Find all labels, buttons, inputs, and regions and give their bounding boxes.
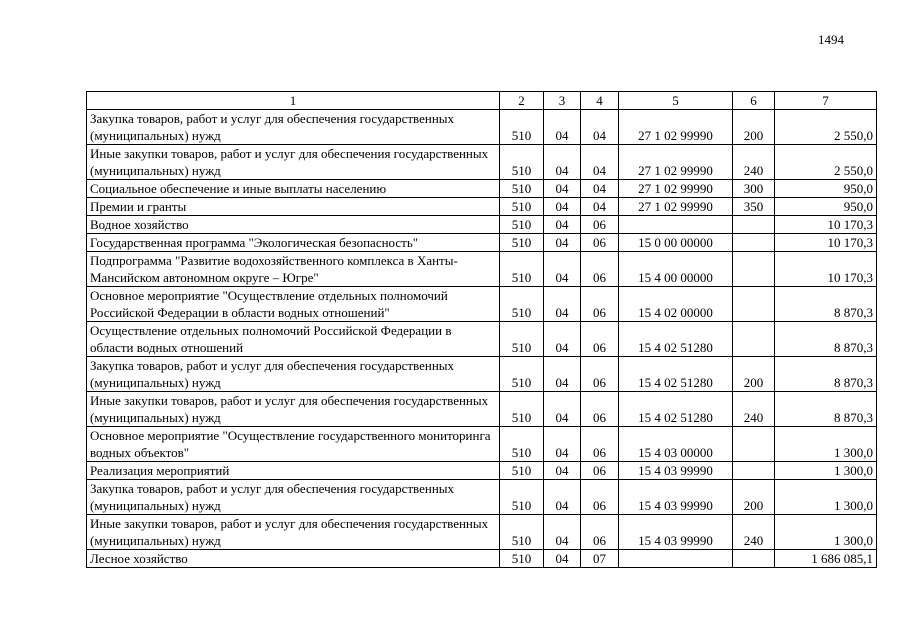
- row-col6-cell: [733, 287, 775, 322]
- row-col7-cell: 8 870,3: [775, 287, 877, 322]
- table-body: [87, 110, 877, 568]
- table-row: [87, 252, 877, 287]
- row-col7-cell: 10 170,3: [775, 234, 877, 252]
- row-col6-cell: [733, 427, 775, 462]
- row-col6-cell: [733, 550, 775, 568]
- row-col5-cell: 27 1 02 99990: [619, 180, 733, 198]
- table-row: [87, 550, 877, 568]
- row-col2-cell: 510: [500, 216, 544, 234]
- table-row: [87, 287, 877, 322]
- row-col7-cell: 1 300,0: [775, 515, 877, 550]
- row-col6-cell: [733, 252, 775, 287]
- row-col7-cell: 10 170,3: [775, 252, 877, 287]
- row-col2-cell: 510: [500, 180, 544, 198]
- row-col4-cell: 06: [581, 480, 619, 515]
- row-col6-cell: [733, 322, 775, 357]
- row-col2-cell: 510: [500, 234, 544, 252]
- row-col5-cell: 15 4 02 51280: [619, 392, 733, 427]
- header-cell-7: 7: [775, 92, 877, 110]
- page-number: 1494: [818, 32, 844, 47]
- table-row: [87, 216, 877, 234]
- budget-table: [86, 91, 877, 568]
- table-row: [87, 322, 877, 357]
- row-col3-cell: 04: [544, 110, 581, 145]
- table-row: [87, 180, 877, 198]
- row-col6-cell: 300: [733, 180, 775, 198]
- row-col4-cell: 06: [581, 392, 619, 427]
- row-col4-cell: 06: [581, 234, 619, 252]
- row-name-cell: Осуществление отдельных полномочий Российской Федерации в области водных отношений: [87, 322, 500, 357]
- row-col4-cell: 04: [581, 180, 619, 198]
- row-col7-cell: 8 870,3: [775, 322, 877, 357]
- row-name-cell: Основное мероприятие "Осуществление отдельных полномочий Российской Федерации в области водных отношений": [87, 287, 500, 322]
- row-col3-cell: 04: [544, 252, 581, 287]
- row-col3-cell: 04: [544, 480, 581, 515]
- row-col4-cell: 06: [581, 427, 619, 462]
- row-col2-cell: 510: [500, 515, 544, 550]
- row-name-cell: Премии и гранты: [87, 198, 500, 216]
- table-row: [87, 462, 877, 480]
- row-col6-cell: 350: [733, 198, 775, 216]
- row-col7-cell: 950,0: [775, 180, 877, 198]
- header-cell-6: 6: [733, 92, 775, 110]
- row-name-cell: Реализация мероприятий: [87, 462, 500, 480]
- row-col2-cell: 510: [500, 110, 544, 145]
- row-name-cell: Подпрограмма "Развитие водохозяйственного комплекса в Ханты-Мансийском автономном округе – Югре": [87, 252, 500, 287]
- row-col4-cell: 04: [581, 198, 619, 216]
- row-col3-cell: 04: [544, 550, 581, 568]
- row-col3-cell: 04: [544, 287, 581, 322]
- row-col2-cell: 510: [500, 550, 544, 568]
- row-name-cell: Иные закупки товаров, работ и услуг для обеспечения государственных (муниципальных) нужд: [87, 145, 500, 180]
- row-col5-cell: [619, 216, 733, 234]
- table-row: [87, 198, 877, 216]
- row-col4-cell: 06: [581, 357, 619, 392]
- row-col5-cell: 15 4 03 00000: [619, 427, 733, 462]
- row-col5-cell: 15 4 02 51280: [619, 322, 733, 357]
- row-col3-cell: 04: [544, 427, 581, 462]
- row-col7-cell: 8 870,3: [775, 357, 877, 392]
- row-col7-cell: 2 550,0: [775, 145, 877, 180]
- row-col5-cell: 15 4 03 99990: [619, 480, 733, 515]
- row-col7-cell: 1 300,0: [775, 462, 877, 480]
- header-cell-2: 2: [500, 92, 544, 110]
- row-col6-cell: 240: [733, 145, 775, 180]
- row-col5-cell: 27 1 02 99990: [619, 145, 733, 180]
- row-col5-cell: 15 4 02 00000: [619, 287, 733, 322]
- row-name-cell: Основное мероприятие "Осуществление государственного мониторинга водных объектов": [87, 427, 500, 462]
- row-col5-cell: 15 0 00 00000: [619, 234, 733, 252]
- row-name-cell: Социальное обеспечение и иные выплаты населению: [87, 180, 500, 198]
- table-row: [87, 515, 877, 550]
- row-name-cell: Закупка товаров, работ и услуг для обеспечения государственных (муниципальных) нужд: [87, 480, 500, 515]
- row-col3-cell: 04: [544, 234, 581, 252]
- row-col2-cell: 510: [500, 252, 544, 287]
- table-header: [87, 92, 877, 110]
- row-name-cell: Закупка товаров, работ и услуг для обеспечения государственных (муниципальных) нужд: [87, 110, 500, 145]
- row-col5-cell: 15 4 03 99990: [619, 515, 733, 550]
- row-col5-cell: 15 4 00 00000: [619, 252, 733, 287]
- row-col7-cell: 2 550,0: [775, 110, 877, 145]
- row-col2-cell: 510: [500, 427, 544, 462]
- row-col6-cell: 240: [733, 392, 775, 427]
- row-name-cell: Закупка товаров, работ и услуг для обеспечения государственных (муниципальных) нужд: [87, 357, 500, 392]
- row-col7-cell: 950,0: [775, 198, 877, 216]
- header-row: [87, 92, 877, 110]
- table-row: [87, 145, 877, 180]
- row-col5-cell: [619, 550, 733, 568]
- row-col3-cell: 04: [544, 392, 581, 427]
- row-col3-cell: 04: [544, 515, 581, 550]
- row-col5-cell: 27 1 02 99990: [619, 110, 733, 145]
- row-col2-cell: 510: [500, 462, 544, 480]
- row-col6-cell: 200: [733, 357, 775, 392]
- row-col3-cell: 04: [544, 462, 581, 480]
- row-col2-cell: 510: [500, 480, 544, 515]
- row-col4-cell: 06: [581, 322, 619, 357]
- row-col7-cell: 1 686 085,1: [775, 550, 877, 568]
- row-col4-cell: 06: [581, 462, 619, 480]
- row-name-cell: Иные закупки товаров, работ и услуг для обеспечения государственных (муниципальных) нужд: [87, 515, 500, 550]
- header-cell-3: 3: [544, 92, 581, 110]
- row-col6-cell: 200: [733, 480, 775, 515]
- row-col2-cell: 510: [500, 145, 544, 180]
- row-col2-cell: 510: [500, 322, 544, 357]
- row-col2-cell: 510: [500, 392, 544, 427]
- header-cell-4: 4: [581, 92, 619, 110]
- row-col4-cell: 06: [581, 515, 619, 550]
- row-col3-cell: 04: [544, 145, 581, 180]
- header-cell-5: 5: [619, 92, 733, 110]
- row-col6-cell: 200: [733, 110, 775, 145]
- row-name-cell: Лесное хозяйство: [87, 550, 500, 568]
- table-row: [87, 427, 877, 462]
- row-col3-cell: 04: [544, 216, 581, 234]
- row-col4-cell: 04: [581, 110, 619, 145]
- row-col6-cell: [733, 234, 775, 252]
- row-col2-cell: 510: [500, 198, 544, 216]
- row-col3-cell: 04: [544, 322, 581, 357]
- row-col6-cell: [733, 216, 775, 234]
- row-col2-cell: 510: [500, 357, 544, 392]
- table-row: [87, 392, 877, 427]
- row-name-cell: Государственная программа "Экологическая безопасность": [87, 234, 500, 252]
- row-col3-cell: 04: [544, 198, 581, 216]
- row-col6-cell: [733, 462, 775, 480]
- row-col5-cell: 27 1 02 99990: [619, 198, 733, 216]
- table-row: [87, 357, 877, 392]
- row-col3-cell: 04: [544, 357, 581, 392]
- row-col4-cell: 04: [581, 145, 619, 180]
- row-name-cell: Водное хозяйство: [87, 216, 500, 234]
- row-col5-cell: 15 4 03 99990: [619, 462, 733, 480]
- row-col7-cell: 10 170,3: [775, 216, 877, 234]
- row-col7-cell: 1 300,0: [775, 480, 877, 515]
- row-col2-cell: 510: [500, 287, 544, 322]
- row-col3-cell: 04: [544, 180, 581, 198]
- row-col4-cell: 06: [581, 287, 619, 322]
- table-row: [87, 234, 877, 252]
- row-col6-cell: 240: [733, 515, 775, 550]
- table-row: [87, 110, 877, 145]
- row-name-cell: Иные закупки товаров, работ и услуг для обеспечения государственных (муниципальных) нужд: [87, 392, 500, 427]
- row-col4-cell: 06: [581, 252, 619, 287]
- row-col4-cell: 06: [581, 216, 619, 234]
- header-cell-1: 1: [87, 92, 500, 110]
- row-col5-cell: 15 4 02 51280: [619, 357, 733, 392]
- row-col7-cell: 1 300,0: [775, 427, 877, 462]
- table-row: [87, 480, 877, 515]
- row-col4-cell: 07: [581, 550, 619, 568]
- row-col7-cell: 8 870,3: [775, 392, 877, 427]
